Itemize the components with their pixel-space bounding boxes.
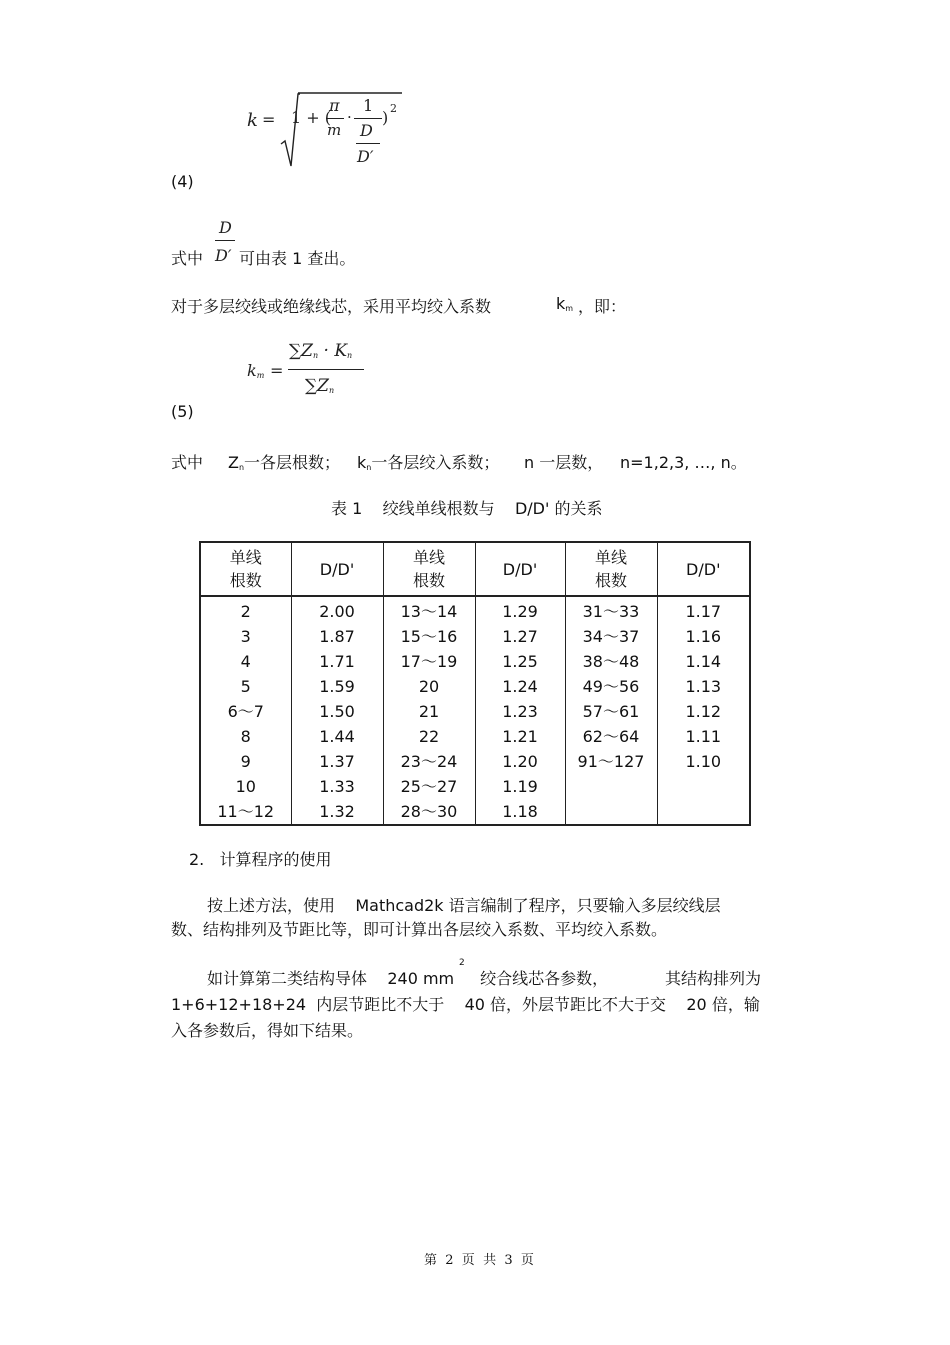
table-cell: 1.50	[291, 699, 383, 724]
table-row	[200, 624, 750, 649]
table-cell: 13～14	[383, 596, 475, 624]
paragraph-2-line-1a: 如计算第二类结构导体 240 mm	[207, 969, 455, 988]
table-cell: 1.17	[657, 596, 750, 624]
table-cell: 1.20	[475, 749, 565, 774]
table-header-cell: 单线 根数	[383, 542, 475, 596]
table-cell: 1.18	[475, 799, 565, 825]
table-cell: 57～61	[565, 699, 657, 724]
table-header-cell: 单线 根数	[565, 542, 657, 596]
paragraph-2-line-1c: 其结构排列为	[665, 969, 762, 988]
table-cell: 2	[200, 596, 291, 624]
table-cell	[565, 774, 657, 799]
table-cell: 1.10	[657, 749, 750, 774]
formula-4-close: )	[382, 108, 389, 127]
table-cell: 10	[200, 774, 291, 799]
table-cell: 8	[200, 724, 291, 749]
definition-zn: $Z_n$一各层根数；	[228, 453, 341, 472]
table-cell: 1.44	[291, 724, 383, 749]
table-cell: 1.25	[475, 649, 565, 674]
table-row	[200, 774, 750, 799]
table-cell: 1.11	[657, 724, 750, 749]
table-cell: 1.71	[291, 649, 383, 674]
paragraph-2-line-2: 1+6+12+18+24 内层节距比不大于 40 倍，外层节距比不大于交 20 倍，输	[171, 995, 760, 1014]
section-heading: 2. 计算程序的使用	[189, 850, 332, 869]
formula-4-eq: =	[262, 110, 276, 129]
table-cell: 21	[383, 699, 475, 724]
paragraph-2-line-1b: 绞合线芯各参数，	[470, 969, 609, 988]
table-cell: 25～27	[383, 774, 475, 799]
formula-4-exp: 2	[390, 102, 397, 115]
table-cell: 1.13	[657, 674, 750, 699]
paragraph-2-superscript: 2	[459, 958, 465, 968]
formula-4-one: 1	[363, 96, 374, 115]
table-cell: 34～37	[565, 624, 657, 649]
table-cell: 1.29	[475, 596, 565, 624]
table-cell: 1.59	[291, 674, 383, 699]
table-row	[200, 596, 750, 624]
table-cell: 1.16	[657, 624, 750, 649]
table-cell: 15～16	[383, 624, 475, 649]
formula-5-numerator: $\sum Z_n \cdot K_n$	[289, 341, 353, 361]
equation-number-4: (4)	[171, 172, 194, 191]
table-cell: 3	[200, 624, 291, 649]
table-cell: 1.19	[475, 774, 565, 799]
table-cell	[657, 774, 750, 799]
table-row	[200, 699, 750, 724]
table-row	[200, 799, 750, 825]
table-cell: 1.27	[475, 624, 565, 649]
table-cell: 91～127	[565, 749, 657, 774]
definition-n-range: n=1,2,3, …, n。	[620, 453, 747, 472]
table-cell: 1.37	[291, 749, 383, 774]
table-cell: 1.87	[291, 624, 383, 649]
table-cell: 23～24	[383, 749, 475, 774]
table-cell: 1.14	[657, 649, 750, 674]
table-cell: 22	[383, 724, 475, 749]
multi-layer-text: 对于多层绞线或绝缘线芯，采用平均绞入系数	[171, 297, 492, 316]
sqrt-sign-icon	[280, 92, 300, 168]
table-cell: 1.23	[475, 699, 565, 724]
table-header-row	[200, 542, 750, 596]
sqrt-bar	[298, 92, 402, 96]
table-cell: 62～64	[565, 724, 657, 749]
formula-4-pi: π	[329, 96, 340, 115]
table-cell: 11～12	[200, 799, 291, 825]
formula-4-Dprime: D′	[357, 147, 374, 166]
table-header-cell: D/D'	[475, 542, 565, 596]
ratio-frac-den: D′	[215, 246, 232, 265]
table-header-cell: D/D'	[657, 542, 750, 596]
definition-n: n 一层数，	[524, 453, 604, 472]
ratio-line-suffix: 可由表 1 查出。	[239, 249, 356, 268]
table-row	[200, 649, 750, 674]
page-footer: 第 2 页 共 3 页	[424, 1253, 534, 1268]
formula-4-one-plus: 1 + (	[291, 108, 331, 127]
definition-kn: $k_n$一各层绞入系数；	[357, 453, 500, 472]
table-cell	[657, 799, 750, 825]
table-cell: 20	[383, 674, 475, 699]
formula-4-m: m	[327, 121, 342, 139]
table-header-cell: 单线 根数	[200, 542, 291, 596]
table-cell: 5	[200, 674, 291, 699]
table-cell: 9	[200, 749, 291, 774]
paragraph-1-line-2: 数、结构排列及节距比等，即可计算出各层绞入系数、平均绞入系数。	[171, 920, 668, 939]
formula-5-eq: =	[270, 361, 284, 380]
table-cell: 17～19	[383, 649, 475, 674]
table-cell: 1.12	[657, 699, 750, 724]
table-cell: 38～48	[565, 649, 657, 674]
formula-5-denominator: $\sum Z_n$	[305, 376, 335, 396]
table-cell: 4	[200, 649, 291, 674]
definitions-prefix: 式中	[171, 453, 204, 472]
formula-4-lhs: k	[247, 110, 258, 131]
equation-number-5: (5)	[171, 402, 194, 421]
paragraph-2-line-3: 入各参数后，得如下结果。	[171, 1021, 364, 1040]
table-cell: 28～30	[383, 799, 475, 825]
formula-5-lhs: $k_m$	[247, 361, 265, 380]
table-cell	[565, 799, 657, 825]
table-cell: 6～7	[200, 699, 291, 724]
table-cell: 31～33	[565, 596, 657, 624]
table-cell: 1.21	[475, 724, 565, 749]
paragraph-1-line-1: 按上述方法，使用 Mathcad2k 语言编制了程序，只要输入多层绞线层	[207, 896, 721, 915]
table-cell: 1.33	[291, 774, 383, 799]
table-cell: 49～56	[565, 674, 657, 699]
table-cell: 1.32	[291, 799, 383, 825]
table-caption: 表 1 绞线单线根数与 D/D' 的关系	[331, 499, 603, 518]
table-row	[200, 724, 750, 749]
table-row	[200, 749, 750, 774]
ratio-frac-num: D	[219, 218, 232, 237]
formula-4-D: D	[360, 121, 373, 140]
multi-layer-symbol: $k_m$	[556, 294, 574, 313]
multi-layer-after: ，即：	[578, 297, 627, 316]
table-row	[200, 674, 750, 699]
table-cell: 2.00	[291, 596, 383, 624]
table-header-cell: D/D'	[291, 542, 383, 596]
table-cell: 1.24	[475, 674, 565, 699]
ratio-table	[199, 541, 751, 826]
formula-4-dot: ·	[347, 108, 352, 126]
ratio-line-prefix: 式中	[171, 249, 204, 268]
